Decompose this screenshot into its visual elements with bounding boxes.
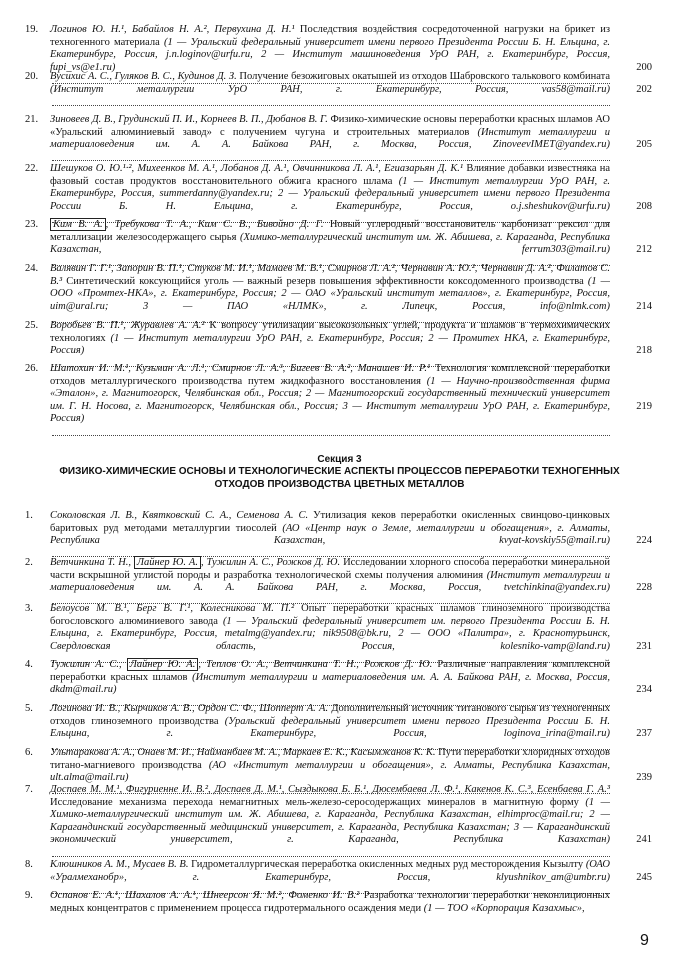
entry-page-number: 202 [636, 83, 652, 95]
entry-authors: Тужилин А. С., [50, 659, 127, 670]
entry-number: 26. [25, 363, 39, 374]
dot-leader [50, 426, 610, 439]
entry-title: Гидрометаллургическая переработка окисленных медных руд месторождения Кызылту [191, 859, 584, 870]
entry-text [50, 114, 610, 164]
entry-affiliation: (1 — ТОО «Корпорация Казахмыс», [423, 902, 585, 914]
section-label: Секция 3 [317, 454, 362, 465]
entry-title: Различные направления комплексной переработки красных шламов [50, 659, 611, 683]
entry-authors: , Требукова Т. А., Ким С. В., Бивойно Д. Г. [105, 219, 324, 230]
entry-affiliation: (1 — Химико-металлургический институт им. Ж. Абишева, г. Караганда, Республика Казахстан, elhimproc@mail.ru; 2 — Карагандинский государственный медицинский университет, г. Караганда, Республика Казахстан; 3 — Карагандинский экономический университет, г. Караганда, Республика Казахстан) [50, 796, 611, 846]
entry-text [50, 219, 610, 269]
entry-text [50, 890, 610, 915]
entry-page-number: 234 [636, 684, 652, 696]
entry-authors: Ветчинкина Т. Н., [50, 557, 134, 568]
entry-number: 22. [25, 163, 39, 174]
entry-text [50, 703, 610, 753]
entry-page-number: 245 [636, 871, 652, 883]
entry-page-number: 212 [636, 244, 652, 256]
entry-title: Синтетический коксующийся уголь — важный резерв повышения эффективности коксодоменного производства [66, 275, 584, 287]
entry-number: 7. [25, 784, 33, 795]
entry-authors: Соколовская Л. В., Квятковский С. А., Семенова А. С. [50, 510, 309, 521]
entry-number: 9. [25, 890, 33, 901]
entry-title: Получение безожиговых окатышей из отходов Шабровского талькового комбината [239, 71, 610, 82]
entry-page-number: 231 [636, 640, 652, 652]
entry-page-number: 218 [636, 345, 652, 357]
entry-page-number: 228 [636, 582, 652, 594]
entry-title: Последствия воздействия сосредоточенной нагрузки на брикет из техногенного материала [50, 24, 611, 48]
entry-affiliation: (Институт металлургии и материаловедения им. А. А. Байкова РАН, г. Москва, Россия, ZinoveevIMET@yandex.ru) [50, 126, 610, 151]
entry-affiliation: (1 — Уральский федеральный университет им. первого Президента России Б. Н. Ельцина, г. Екатеринбург, Россия, metalmg@yandex.ru; nik9508@bk.ru, 2 — ООО «Палитра», г. Краснотурьинск, Свердловская область, Россия, kolesniko-vamp@land.ru) [50, 615, 611, 652]
entry-affiliation: (1 — Институт металлургии УрО РАН, г. Екатеринбург, Россия; 2 — Промитех НКА, г. Екатеринбург, Россия) [50, 332, 611, 357]
page-number: 9 [640, 932, 649, 949]
entry-title: Пути переработки хлоридных отходов титано-магниевого производства [50, 747, 610, 771]
entry-number: 23. [25, 219, 39, 230]
highlighted-author: Лайнер Ю. А. [134, 556, 201, 569]
entry-title: Утилизация кеков переработки окисленных свинцово-цинковых баритовых руд методами металлургии тиосолей [50, 510, 610, 534]
entry-text [50, 784, 610, 860]
entry-number: 5. [25, 703, 33, 714]
entry-affiliation: (1 — Уральский федеральный университет имени первого Президента России Б. Н. Ельцина, г. Екатеринбург, Россия, j.n.loginov@urfu.ru, 2 — Институт машиноведения УрО РАН, г. Екатеринбург, Россия, fupi_vs@e1.ru) [50, 36, 611, 73]
entry-affiliation: (1 — ООО «Промтех-НКА», г. Екатеринбург, Россия; 2 — ОАО «Уральский институт металлов», г. Екатеринбург, Россия, uim@ural.ru; 3 — ПАО «НЛМК», г. Липецк, Россия, info@nlmk.com) [50, 275, 610, 312]
entry-authors: Воробьев В. П.¹, Журавлев А. А.² [50, 320, 205, 331]
entry-number: 6. [25, 747, 33, 758]
entry-authors-continued: , Тужилин А. С., Рожков Д. Ю. [200, 557, 341, 568]
entry-authors: Логинова И. В., Кырчиков А. В., Ордон С. Ф., Шопперт А. А. [50, 703, 329, 714]
entry-number: 4. [25, 659, 33, 670]
entry-page-number: 237 [636, 728, 652, 740]
section-title: ФИЗИКО-ХИМИЧЕСКИЕ ОСНОВЫ И ТЕХНОЛОГИЧЕСКИЕ АСПЕКТЫ ПРОЦЕССОВ ПЕРЕРАБОТКИ ТЕХНОГЕННЫХ ОТХОДОВ ПРОИЗВОДСТВА ЦВЕТНЫХ МЕТАЛЛОВ [59, 466, 620, 490]
entry-title: Опыт переработки красных шламов глиноземного производства богословского алюминиевого завода [50, 603, 610, 627]
dot-leader [50, 96, 610, 109]
entry-page-number: 214 [636, 300, 652, 312]
entry-number: 25. [25, 320, 39, 331]
entry-affiliation: (1 — Институт металлургии УрО РАН, г. Екатеринбург, Россия, summerdanny@yandex.ru; 2 — Уральский федеральный университет имени первого Президента России Б. Н. Ельцина, г. Екатеринбург, Россия, o.j.sheshukov@urfu.ru) [50, 175, 611, 212]
highlighted-author: Лайнер Ю. А. [127, 658, 199, 671]
entry-title: Влияние добавки известняка на фазовый состав продуктов восстановительного обжига красного шлама [50, 163, 611, 187]
entry-authors: Вусихис А. С., Гуляков В. С., Кудинов Д. З. [50, 71, 237, 82]
entry-page-number: 205 [636, 139, 652, 151]
entry-authors: Доспаев М. М.¹, Фигуриенне И. В.², Доспаев Д. М.¹, Сыздыкова Б. Б.¹, Дюсембаева Л. Ф.¹, Какенов К. С.³, Есенбаева Г. А.³ [50, 784, 610, 795]
entry-authors: Клюшников А. М., Мусаев В. В. [50, 859, 189, 870]
entry-text [50, 163, 610, 226]
entry-number: 1. [25, 510, 33, 521]
entry-title: Технология комплексной переработки отходов металлургического производства путем жидкофазного восстановления [50, 363, 611, 387]
entry-affiliation: (АО «Центр наук о Земле, металлургии и обогащения», г. Алматы, Республика Казахстан, kvyat-kovskiy55@mail.ru) [50, 522, 611, 547]
entry-text [50, 263, 610, 326]
entry-text [50, 510, 610, 560]
entry-authors: Шатохин И. М.¹, Кузьмин А. Л.¹, Смирнов Л. А.³, Бигеев В. А.², Манашев И. Р.¹ [50, 363, 431, 374]
entry-number: 8. [25, 859, 33, 870]
entry-affiliation: (Институт металлургии и материаловедения им. А. А. Байкова РАН, г. Москва, Россия, tvetchinkina@yandex.ru) [50, 569, 611, 594]
entry-title: Исследовании хлорного способа переработки минеральной части вскрышной углистой породы и разработка технологической схемы получения алюминия [50, 557, 611, 581]
entry-affiliation: (АО «Институт металлургии и обогащения», г. Алматы, Республика Казахстан, ult.alma@mail.ru) [50, 759, 610, 784]
entry-text [50, 71, 610, 109]
entry-authors: Логинов Ю. Н.¹, Бабайлов Н. А.², Первухина Д. Н.¹ [50, 24, 295, 35]
entry-number: 3. [25, 603, 33, 614]
entry-affiliation: (1 — Научно-производственная фирма «Эталон», г. Магнитогорск, Челябинская обл., Россия; 2 — Магнитогорский государственный технический университет им. Г. Н. Носова, г. Магнитогорск, Челябинская обл., Россия; 3 — Институт металлургии УрО РАН, г. Екатеринбург, Россия) [50, 375, 610, 425]
entry-title: Дополнительный источник титанового сырья из техногенных отходов глиноземного производства [50, 703, 611, 727]
entry-authors: Ультаракова А. А., Онаев М. И., Найманбаев М. А., Маркаев Е. К., Касымжанов К. К. [50, 747, 436, 758]
entry-page-number: 208 [636, 200, 652, 212]
entry-title: Разработка технологии переработки неконлиционных медных концентратов с применением процесса гидротермального осаждения меди [50, 890, 610, 914]
entry-title: К вопросу утилизации высокозольных углей, продукта и шламов в термохимических технологиях [50, 320, 611, 344]
entry-title: Физико-химические основы переработки красных шламов АО «Уральский алюминиевый завод» с получением чугуна и строительных материалов [50, 114, 610, 138]
entry-number: 20. [25, 71, 39, 82]
entry-affiliation: (Институт металлургии УрО РАН, г. Екатеринбург, Россия, vas58@mail.ru) [50, 83, 610, 95]
entry-affiliation: (Институт металлургии и материаловедения им. А. А. Байкова РАН, г. Москва, Россия, dkdm@mail.ru) [50, 671, 611, 696]
entry-authors: Зиновеев Д. В., Грудинский П. И., Корнеев В. П., Дюбанов В. Г. [50, 114, 328, 125]
dot-leader [50, 847, 610, 860]
entry-authors: Шешуков О. Ю.¹·², Михеенков М. А.¹, Лобанов Д. А.¹, Овчинникова Л. А.¹, Егиазарьян Д. К.¹ [50, 163, 464, 174]
entry-title: Новый углеродный восстановитель карбонизат рексил для металлизации железосодержащего сырья [50, 219, 610, 243]
entry-authors: Оспанов Е. А.¹, Шахалов А. А.¹, Шнеерсон Я. М.², Фоменко И. В.² [50, 890, 360, 901]
entry-page-number: 219 [636, 400, 652, 412]
entry-affiliation: (Химико-металлургический институт им. Ж. Абишева, г. Караганда, Республика Казахстан, ferrum303@mail.ru) [50, 231, 611, 256]
entry-authors-continued: , Теплов О. А., Ветчинкина Т. Н., Рожков Д. Ю. [198, 659, 433, 670]
entry-page-number: 239 [636, 772, 652, 784]
entry-page-number: 224 [636, 535, 652, 547]
entry-title: Исследование механизма перехода немагнитных мель-железо-серосодержащих минералов в магнитную форму [50, 796, 579, 808]
highlighted-author: Ким В. А. [50, 218, 106, 231]
entry-affiliation: (Уральский федеральный университет имени первого Президента России Б. Н. Ельцина, г. Екатеринбург, Россия, loginova_irina@mail.ru) [50, 715, 610, 740]
entry-text [50, 603, 610, 666]
entry-authors: Белоусов М. В.¹, Берг В. Г.¹, Колесникова М. П.² [50, 603, 295, 614]
entry-text [50, 557, 610, 607]
entry-number: 24. [25, 263, 39, 274]
entry-number: 21. [25, 114, 39, 125]
entry-affiliation: (ОАО «Уралмеханобр», г. Екатеринбург, Россия, klyushnikov_am@umbr.ru) [50, 859, 610, 883]
entry-number: 19. [25, 24, 39, 35]
entry-authors: Валявин Г. Г.¹, Запорин В. П.¹, Стуков М. И.¹, Мамаев М. В.¹, Смирнов Л. А.², Чернавин А. Ю.², Чернавин Д. А.², Филатов С. В.³ [50, 263, 610, 287]
entry-text [50, 659, 610, 709]
entry-page-number: 200 [636, 61, 652, 73]
entry-text [50, 363, 610, 439]
entry-page-number: 241 [636, 834, 652, 846]
entry-number: 2. [25, 557, 33, 568]
